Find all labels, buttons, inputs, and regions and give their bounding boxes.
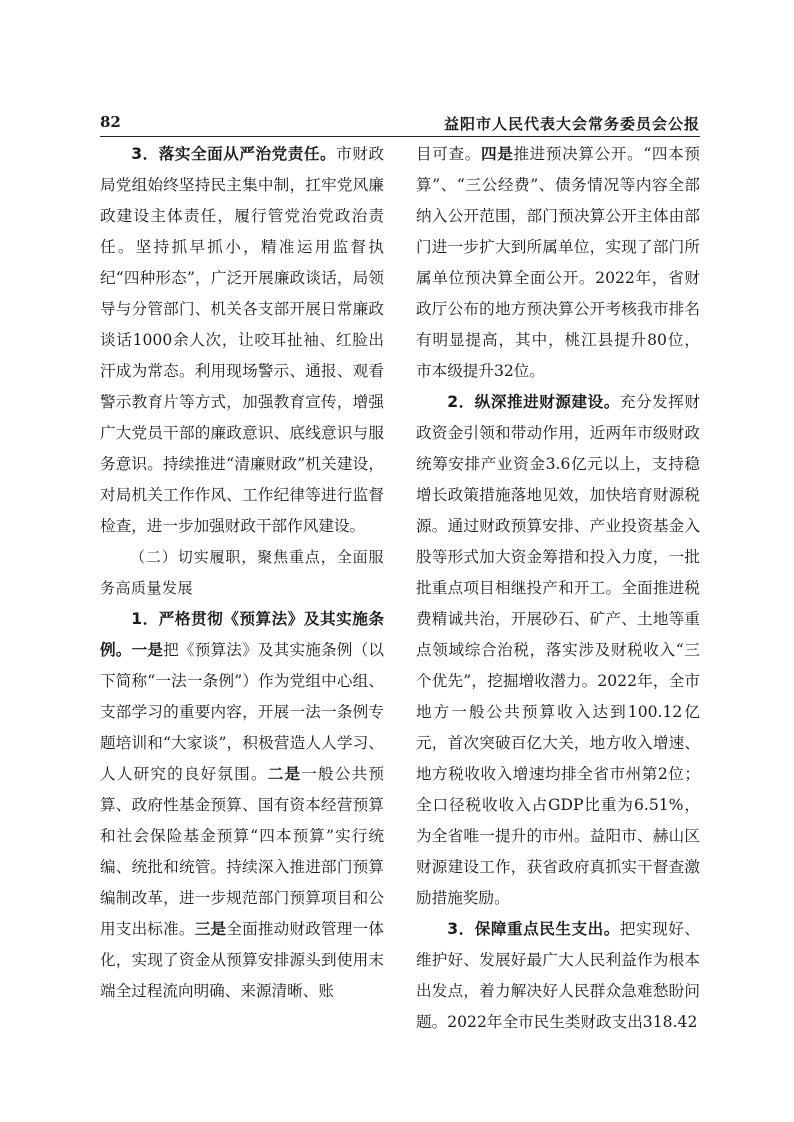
heading-party-responsibility: 3．落实全面从严治党责任。 — [131, 145, 337, 163]
text-livelihood: 把实现好、维护好、发展好最广大人民利益作为根本出发点，着力解决好人民群众急难愁盼问题。2022年全市民生类财政支出318.42 — [416, 920, 700, 1031]
journal-title: 益阳市人民代表大会常务委员会公报 — [443, 115, 700, 133]
text-fourth: 推进预决算公开。“四本预算”、“三公经费”、债务情况等内容全部纳入公开范围，部门预决算公开主体由部门进一步扩大到所属单位，实现了部门所属单位预决算全面公开。2022年，省财政厅公布的地方预决算公开考核我市排名有明显提高，其中，桃江县提升80位，市本级提升32位。 — [416, 145, 700, 380]
heading-livelihood: 3．保障重点民生支出。 — [447, 920, 620, 938]
header-rule — [100, 136, 700, 137]
paragraph-revenue-source — [416, 387, 700, 914]
paragraph-party-responsibility — [100, 139, 384, 542]
page-number: 82 — [100, 113, 121, 131]
text-third: 全面推动财政管理一体化，实现了资金从预算安排源头到使用末端全过程流向明确、来源清晰、账 — [100, 920, 384, 1000]
subsection-heading: （二）切实履职，聚焦重点，全面服务高质量发展 — [100, 548, 384, 597]
marker-fourth: 四是 — [480, 145, 514, 163]
paragraph-budget-law — [100, 604, 384, 1007]
marker-second: 二是 — [267, 765, 302, 783]
text-party-responsibility: 市财政局党组始终坚持民主集中制，扛牢党风廉政建设主体责任，履行管党治党政治责任。坚持抓早抓小，精准运用监督执纪“四种形态”，广泛开展廉政谈话，局领导与分管部门、机关各支部开展日常廉政谈话1000余人次，让咬耳扯袖、红脸出汗成为常态。利用现场警示、通报、观看警示教育片等方式，加强教育宣传，增强广大党员干部的廉政意识、底线意识与服务意识。持续推进“清廉财政”机关建设，对局机关工作作风、工作纪律等进行监督检查，进一步加强财政干部作风建设。 — [100, 145, 384, 535]
page-header — [100, 113, 700, 135]
text-first: 把《预算法》及其实施条例（以下简称“一法一条例”）作为党组中心组、支部学习的重要内容，开展一法一条例专题培训和“大家谈”，积极营造人人学习、人人研究的良好氛围。 — [100, 641, 384, 783]
right-column — [416, 139, 700, 1038]
text-revenue-source: 充分发挥财政资金引领和带动作用，近两年市级财政统筹安排产业资金3.6亿元以上，支持稳增长政策措施落地见效，加快培育财源税源。通过财政预算安排、产业投资基金入股等形式加大资金筹措和投入力度，一批批重点项目相继投产和开工。全面推进税费精诚共治，开展砂石、矿产、土地等重点领域综合治税，落实涉及财税收入“三个优先”，挖掘增收潜力。2022年，全市地方一般公共预算收入达到100.12亿元，首次突破百亿大关，地方收入增速、地方税收收入增速均排全省市州第2位；全口径税收收入占GDP比重为6.51%，为全省唯一提升的市州。益阳市、赫山区财源建设工作，获省政府真抓实干督查激励措施奖励。 — [416, 393, 700, 907]
left-column — [100, 139, 384, 1007]
paragraph-livelihood — [416, 914, 700, 1038]
text-second: 一般公共预算、政府性基金预算、国有资本经营预算和社会保险基金预算“四本预算”实行统编、统批和统管。持续深入推进部门预算编制改革，进一步规范部门预算项目和公用支出标准。 — [100, 765, 384, 938]
heading-revenue-source: 2．纵深推进财源建设。 — [447, 393, 620, 411]
heading-budget-law: 1．严格贯彻《预算法》及其实施条例。 — [100, 610, 384, 659]
marker-first: 一是 — [131, 641, 164, 659]
marker-third: 三是 — [194, 920, 227, 938]
paragraph-continued — [416, 139, 700, 387]
text-continued: 目可查。 — [416, 145, 481, 163]
